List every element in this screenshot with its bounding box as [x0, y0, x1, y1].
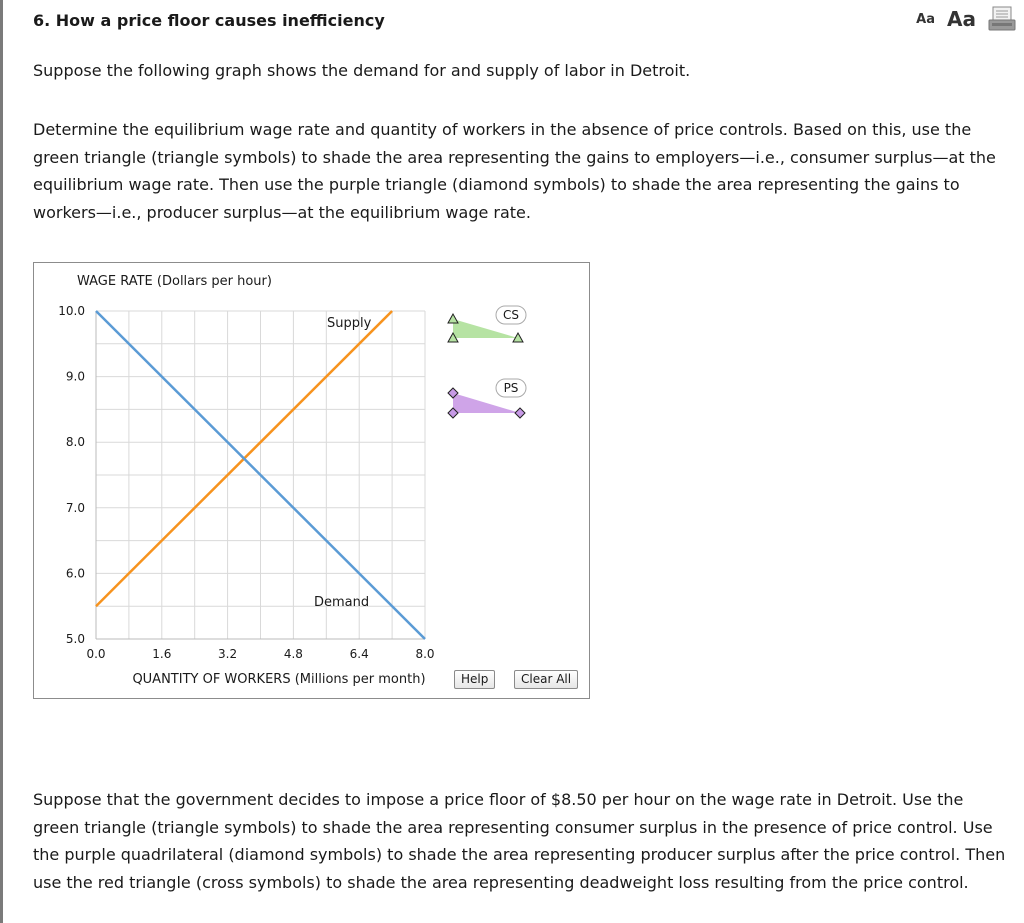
x-tick-label: 3.2: [218, 647, 238, 661]
x-axis-label: QUANTITY OF WORKERS (Millions per month): [132, 672, 426, 687]
y-tick-label: 9.0: [65, 369, 85, 384]
clear-all-button[interactable]: Clear All: [514, 670, 578, 689]
price-floor-paragraph: Suppose that the government decides to impose a price floor of $8.50 per hour on the wage rate in Detroit. Use the green triangle (triangle symbols) to shade the area representing consumer surplus in the presence of price control. Use the purple quadrilateral (diamond symbols) to shade the area representing producer surplus after the price control. Then use the red triangle (cross symbols) to shade the area representing deadweight loss resulting from the price control.: [33, 790, 1006, 892]
graph-panel: [33, 262, 590, 699]
ps-diamond-marker: [515, 408, 525, 418]
ps-label: PS: [503, 381, 519, 395]
intro-paragraph: Suppose the following graph shows the demand for and supply of labor in Detroit.: [33, 61, 691, 80]
y-tick-label: 8.0: [65, 435, 85, 450]
x-tick-label: 0.0: [86, 647, 106, 661]
y-tick-label: 5.0: [65, 632, 85, 646]
font-controls: [916, 6, 1016, 32]
font-size-small-button[interactable]: Aa: [916, 11, 936, 27]
x-tick-label: 1.6: [152, 647, 172, 661]
page-title: 6. How a price floor causes inefficiency: [33, 11, 385, 30]
printer-icon[interactable]: [988, 6, 1016, 32]
y-axis-label: WAGE RATE (Dollars per hour): [77, 274, 272, 289]
demand-label: Demand: [314, 595, 370, 610]
y-tick-label: 7.0: [65, 500, 85, 515]
cs-triangle-marker: [448, 314, 458, 323]
y-tick-label: 10.0: [58, 304, 85, 318]
instructions-paragraph: Determine the equilibrium wage rate and quantity of workers in the absence of price controls. Based on this, use the green triangle (triangle symbols) to shade the area representing the gains to employers—i.e., consumer surplus—at the equilibrium wage rate. Then use the purple triangle (diamond symbols) to shade the area representing the gains to workers—i.e., producer surplus—at the equilibrium wage rate.: [33, 120, 996, 222]
chart-svg: [34, 263, 589, 698]
help-button[interactable]: Help: [454, 670, 495, 689]
y-tick-label: 6.0: [65, 566, 85, 581]
left-border: [0, 0, 3, 923]
supply-label: Supply: [327, 316, 372, 331]
font-size-large-button[interactable]: Aa: [947, 7, 976, 31]
x-tick-label: 8.0: [415, 647, 435, 661]
cs-label: CS: [503, 308, 519, 322]
x-tick-label: 4.8: [283, 647, 303, 661]
x-tick-label: 6.4: [349, 647, 369, 661]
